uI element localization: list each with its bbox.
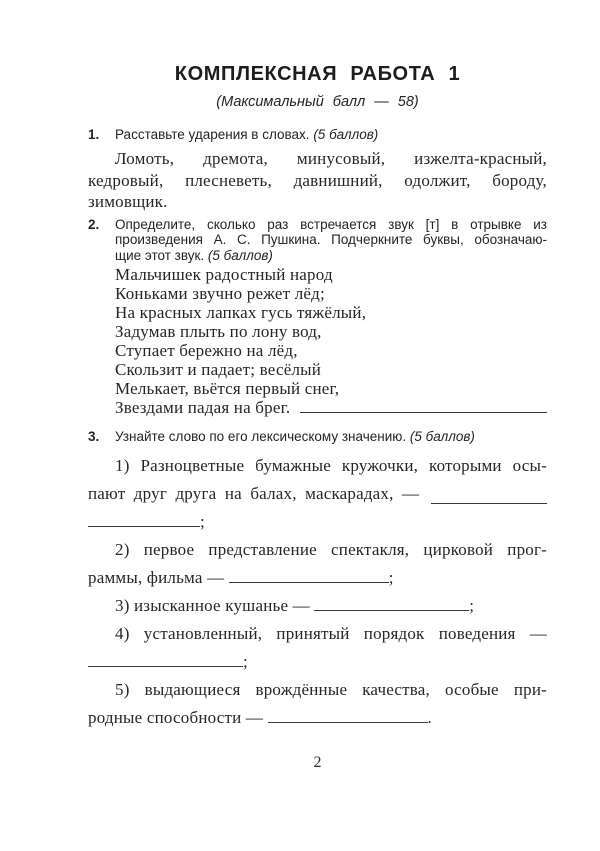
item-line-with-blank <box>88 648 547 676</box>
poem-line: Задумав плыть по лону вод, <box>115 322 322 341</box>
word-list-line: Ломоть, дремота, минусовый, изжелта-красный, <box>115 149 547 168</box>
poem-line: Мальчишек радостный народ <box>115 265 333 284</box>
item-line: 5) выдающиеся врождённые качества, особые при- <box>115 680 547 699</box>
task1-word-list <box>88 148 547 213</box>
poem-line: Мелькает, вьётся первый снег, <box>115 379 340 398</box>
task1-instruction <box>115 127 547 143</box>
answer-blank[interactable] <box>314 598 469 611</box>
task1-number: 1. <box>88 127 100 142</box>
task2-instruction-line: Определите, сколько раз встречается звук [т] в отрывке из <box>115 216 547 232</box>
task3-instruction <box>115 429 547 445</box>
item-line-tail: ; <box>469 596 475 615</box>
item-line-tail: ; <box>200 512 205 531</box>
item-line-tail: . <box>427 708 432 727</box>
task3-items <box>88 452 547 732</box>
item-line-tail: ; <box>388 568 394 587</box>
item-line-with-blank <box>88 564 547 592</box>
task1-points: (5 баллов) <box>313 127 379 142</box>
item-line-with-blank <box>88 508 547 536</box>
item-line-with-blank <box>88 592 547 620</box>
answer-blank[interactable] <box>88 654 243 667</box>
task2-instruction <box>115 217 547 264</box>
task2-points: (5 баллов) <box>207 247 273 263</box>
task2-instruction-line-text: щие этот звук. <box>115 247 205 263</box>
answer-blank[interactable] <box>268 710 428 723</box>
answer-blank[interactable] <box>88 514 200 527</box>
task2-instruction-line <box>115 248 547 264</box>
task2-header <box>88 217 547 264</box>
max-score-subtitle: (Максимальный балл — 58) <box>216 94 419 110</box>
task2-poem <box>115 265 547 417</box>
answer-blank[interactable] <box>431 491 547 504</box>
item-line-tail: ; <box>243 652 248 671</box>
task2-instruction-line: произведения А. С. Пушкина. Подчеркните буквы, обозначаю- <box>115 232 547 247</box>
task1-instruction-text: Расставьте ударения в словах. <box>115 127 310 142</box>
item-line-with-blank <box>88 704 547 732</box>
page-title: КОМПЛЕКСНАЯ РАБОТА 1 <box>174 63 461 85</box>
poem-line: Коньками звучно режет лёд; <box>115 284 325 303</box>
answer-blank[interactable] <box>300 400 547 413</box>
poem-line: Скользит и падает; весёлый <box>115 360 322 379</box>
item-line-with-blank <box>88 480 547 508</box>
task1-header <box>88 127 547 143</box>
item-line: 1) Разноцветные бумажные кружочки, которыми осы- <box>115 456 547 475</box>
page-number: 2 <box>313 754 322 771</box>
task3-instruction-text: Узнайте слово по его лексическому значению. <box>115 429 407 444</box>
item-line-text: 3) изысканное кушанье — <box>115 596 315 615</box>
task3-points: (5 баллов) <box>409 429 475 444</box>
word-list-line: зимовщик. <box>88 192 168 211</box>
poem-line: На красных лапках гусь тяжёлый, <box>115 303 367 322</box>
poem-line: Звездами падая на брег. <box>115 398 291 417</box>
task3-header <box>88 429 547 445</box>
item-line: 2) первое представление спектакля, цирковой прог- <box>115 540 547 559</box>
poem-line-with-blank <box>115 398 547 417</box>
item-line-text: пают друг друга на балах, маскарадах, — <box>88 484 420 503</box>
answer-blank[interactable] <box>229 570 389 583</box>
word-list-line: кедровый, плесневеть, давнишний, одолжит, бороду, <box>88 170 547 190</box>
item-line: 4) установленный, принятый порядок поведения — <box>115 624 547 643</box>
item-line-text: раммы, фильма — <box>88 568 229 587</box>
poem-line: Ступает бережно на лёд, <box>115 341 298 360</box>
item-line-text: родные способности — <box>88 708 268 727</box>
task3-number: 3. <box>88 429 100 444</box>
task2-number: 2. <box>88 216 100 232</box>
